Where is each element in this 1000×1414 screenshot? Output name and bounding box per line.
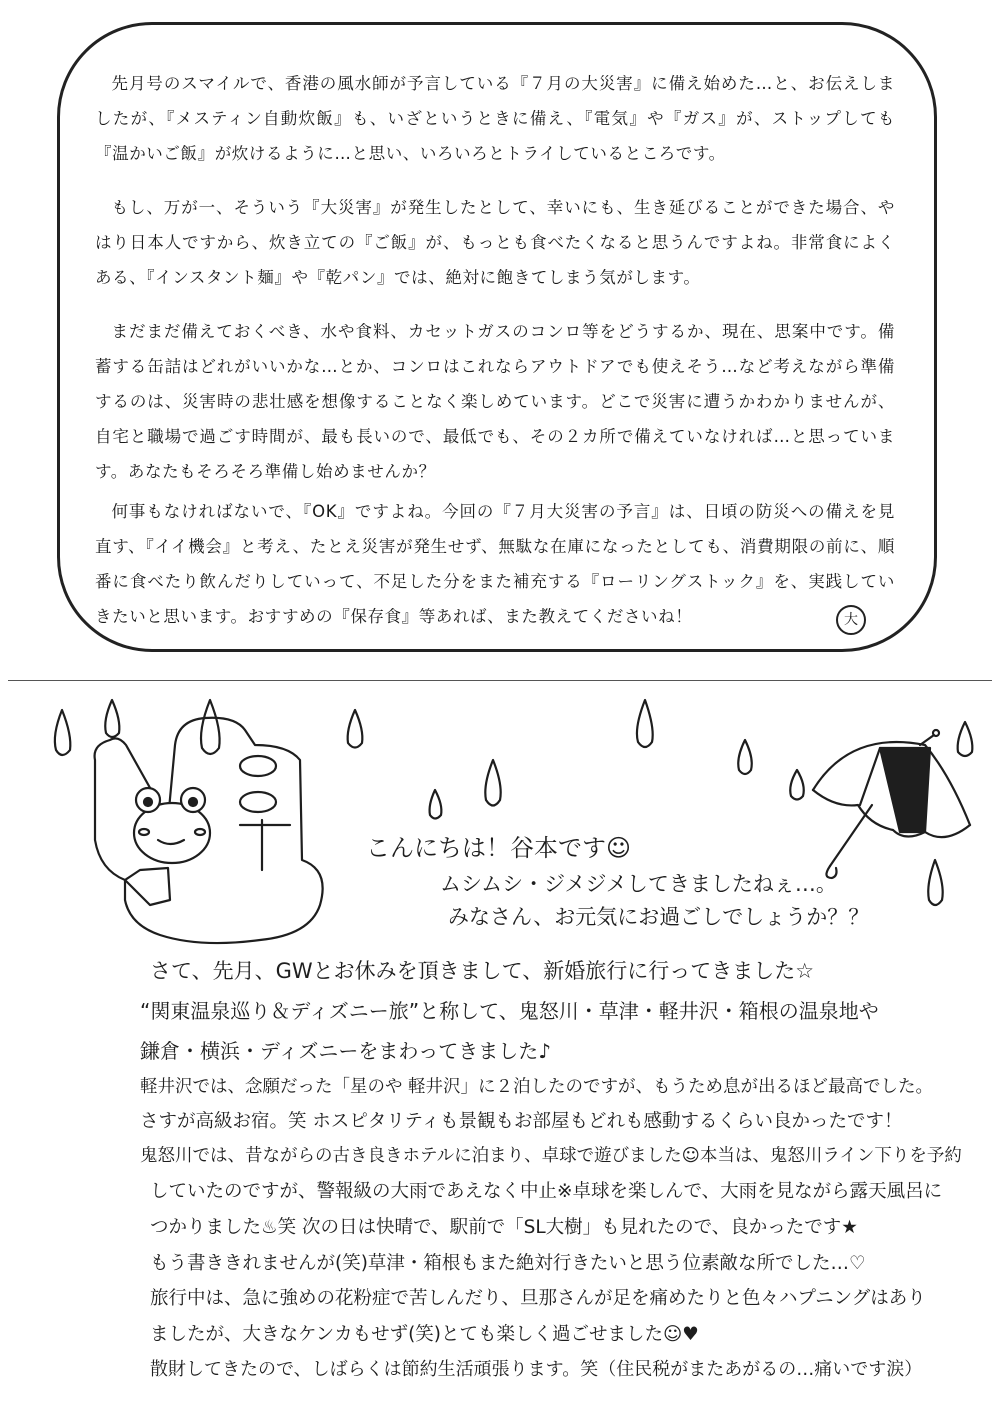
umbrella-icon (813, 730, 970, 878)
raindrop-icon (55, 710, 70, 755)
raindrop-icon (430, 790, 442, 819)
body-line: 軽井沢では、念願だった「星のや 軽井沢」に２泊したのですが、もうため息が出るほど最高でした。 (140, 1077, 934, 1097)
raindrop-icon (201, 700, 220, 754)
body-line: もう書ききれませんが(笑)草津・箱根もまた絶対行きたいと思う位素敵な所でした…♡ (150, 1253, 866, 1274)
body-line: 鎌倉・横浜・ディズニーをまわってきました♪ (140, 1039, 551, 1063)
body-line: 旅行中は、急に強めの花粉症で苦しんだり、旦那さんが足を痛めたりと色々ハプニングはあり (150, 1288, 926, 1309)
body-line: さて、先月、GWとお休みを頂きまして、新婚旅行に行ってきました☆ (150, 959, 815, 983)
raindrop-icon (485, 760, 500, 806)
author-seal: 大 (836, 605, 866, 635)
raindrop-icon (958, 722, 973, 756)
intro-line: みなさん、お元気にお過ごしでしょうか？？ (448, 905, 870, 929)
column-paragraph: もし、万が一、そういう『大災害』が発生したとして、幸いにも、生き延びることができた場合、やはり日本人ですから、炊き立ての『ご飯』が、もっとも食べたくなると思うんですよね。非常食によくある、『インスタント麺』や『乾パン』では、絶対に飽きてしまう気がします。 (95, 198, 895, 287)
greeting-heading: こんにちは！谷本です☺ (366, 834, 632, 862)
body-line: していたのですが、警報級の大雨であえなく中止※卓球を楽しんで、大雨を見ながら露天風呂に (150, 1181, 943, 1202)
raindrop-icon (637, 700, 653, 747)
body-line: つかりました♨笑 次の日は快晴で、駅前で「SL大樹」も見れたので、良かったです★ (150, 1217, 858, 1238)
raindrop-icon (928, 860, 942, 905)
body-line: さすが高級お宿。笑 ホスピタリティも景観もお部屋もどれも感動するくらい良かったです！ (140, 1111, 903, 1132)
frog-icon (134, 788, 210, 863)
column-paragraph: まだまだ備えておくべき、水や食料、カセットガスのコンロ等をどうするか、現在、思案中です。備蓄する缶詰はどれがいいかな…とか、コンロはこれならアウトドアでも使えそう…など考えながら準備するのは、災害時の悲壮感を想像することなく楽しめています。どこで災害に遭うかわかりませんが、自宅と職場で過ごす時間が、最も長いので、最低でも、その２カ所で備えていなければ…と思っています。あなたもそろそろ準備し始めませんか？ (95, 322, 895, 481)
body-line: 散財してきたので、しばらくは節約生活頑張ります。笑（住民税がまたあがるの…痛いです涙） (150, 1359, 923, 1380)
body-line: ましたが、大きなケンカもせず(笑)とても楽しく過ごせました☺♥ (150, 1324, 699, 1345)
column-paragraph: 先月号のスマイルで、香港の風水師が予言している『７月の大災害』に備え始めた…と、お伝えしましたが、『メスティン自動炊飯』も、いざというときに備え、『電気』や『ガス』が、ストップしても『温かいご飯』が炊けるように…と思い、いろいろとトライしているところです。 (95, 74, 895, 163)
column-paragraph: 何事もなければないで、『OK』ですよね。今回の『７月大災害の予言』は、日頃の防災への備えを見直す、『イイ機会』と考え、たとえ災害が発生せず、無駄な在庫になったとしても、消費期限の前に、順番に食べたり飲んだりしていって、不足した分をまた補充する『ローリングストック』を、実践していきたいと思います。おすすめの『保存食』等あれば、また教えてくださいね！ (95, 502, 895, 626)
body-line: 鬼怒川では、昔ながらの古き良きホテルに泊まり、卓球で遊びました☺本当は、鬼怒川ライン下りを予約 (140, 1146, 962, 1166)
raindrop-icon (348, 710, 363, 748)
intro-line: ムシムシ・ジメジメしてきましたねぇ…。 (440, 872, 837, 896)
raindrop-icon (790, 770, 804, 800)
raindrop-icon (105, 700, 119, 737)
body-line: “関東温泉巡り＆ディズニー旅”と称して、鬼怒川・草津・軽井沢・箱根の温泉地や (140, 999, 879, 1023)
raindrop-icon (738, 740, 752, 774)
